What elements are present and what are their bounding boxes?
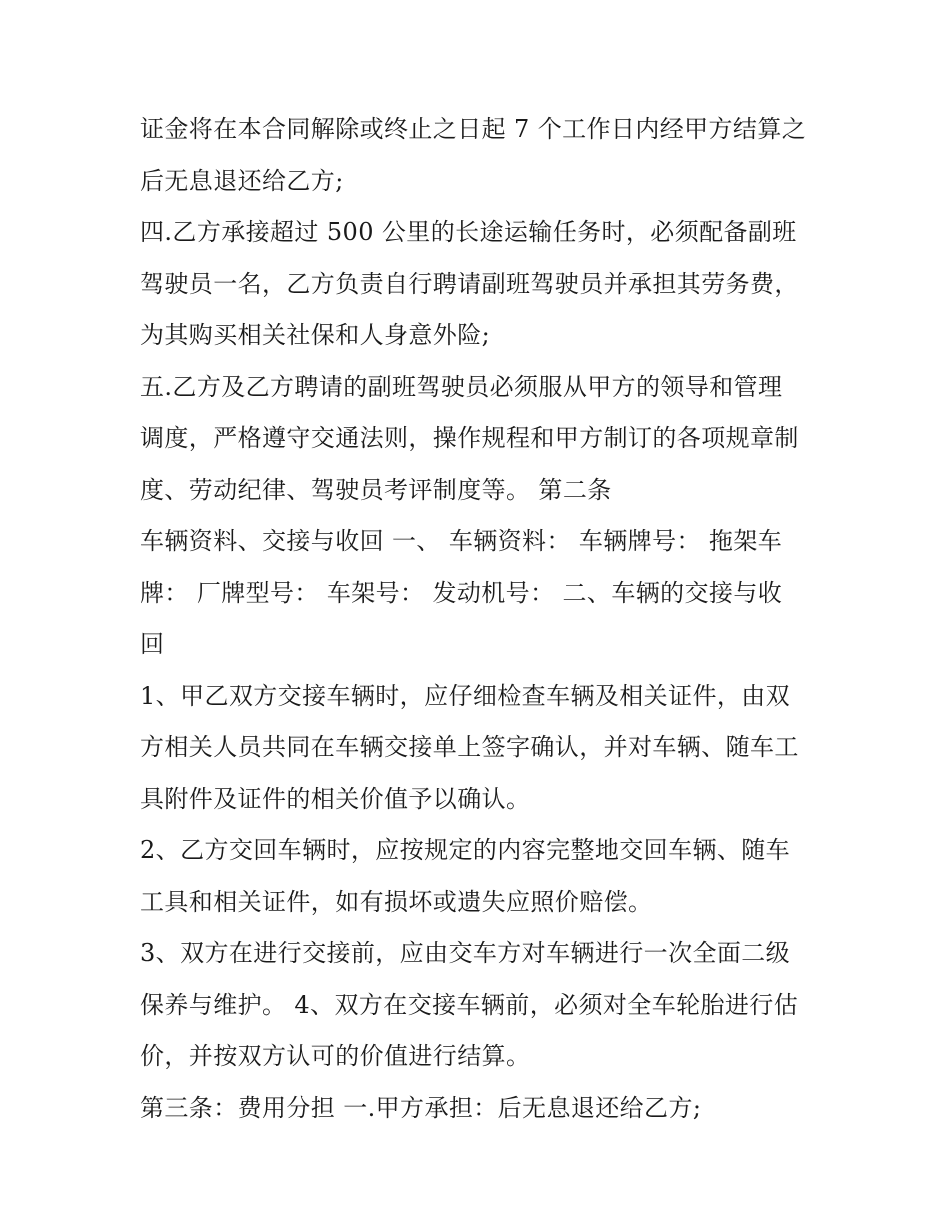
text-line: 第三条：费用分担 一.甲方承担：后无息退还给乙方; [140, 1093, 702, 1122]
text-line: 度、劳动纪律、驾驶员考评制度等。 第二条 [140, 475, 612, 504]
text-line: 3、双方在进行交接前，应由交车方对车辆进行一次全面二级 [140, 939, 791, 967]
contract-text [140, 108, 820, 1138]
text-line: 1、甲乙双方交接车辆时，应仔细检查车辆及相关证件，由双 [140, 681, 791, 710]
text-line: 回 [140, 630, 165, 658]
text-line: 工具和相关证件，如有损坏或遗失应照价赔偿。 [140, 887, 653, 916]
text-line: 车辆资料、交接与收回 一、 车辆资料： 车辆牌号： 拖架车 [140, 527, 783, 555]
text-line: 驾驶员一名，乙方负责自行聘请副班驾驶员并承担其劳务费， [140, 269, 799, 298]
text-line: 2、乙方交回车辆时，应按规定的内容完整地交回车辆、随车 [140, 836, 791, 864]
text-line: 为其购买相关社保和人身意外险; [140, 321, 491, 349]
text-line: 具附件及证件的相关价值予以确认。 [140, 784, 531, 813]
text-line: 牌： 厂牌型号： 车架号： 发动机号： 二、车辆的交接与收 [140, 578, 783, 607]
text-line: 证金将在本合同解除或终止之日起 7 个工作日内经甲方结算之 [140, 115, 807, 143]
text-line: 四.乙方承接超过 500 公里的长途运输任务时，必须配备副班 [140, 218, 797, 246]
text-line: 调度，严格遵守交通法则，操作规程和甲方制订的各项规章制 [140, 424, 799, 452]
text-line: 保养与维护。 4、双方在交接车辆前，必须对全车轮胎进行估 [140, 990, 799, 1019]
text-line: 方相关人员共同在车辆交接单上签字确认，并对车辆、随车工 [140, 733, 799, 761]
text-line: 后无息退还给乙方; [140, 166, 344, 195]
text-line: 价，并按双方认可的价值进行结算。 [140, 1042, 531, 1070]
text-line: 五.乙方及乙方聘请的副班驾驶员必须服从甲方的领导和管理 [140, 372, 783, 401]
